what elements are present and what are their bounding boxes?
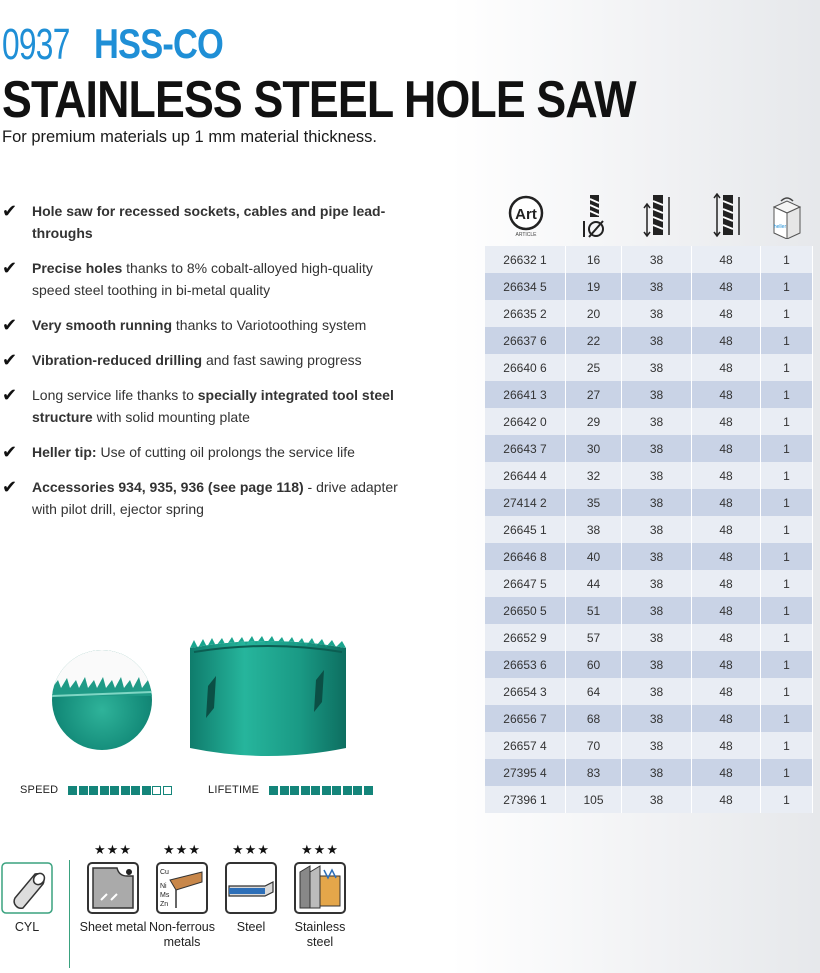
rating-square (353, 786, 362, 795)
rating-square (290, 786, 299, 795)
product-title: STAINLESS STEEL HOLE SAW (2, 71, 636, 129)
diameter-cell: 22 (566, 327, 622, 354)
diameter-cell: 57 (566, 624, 622, 651)
total-length-cell: 48 (692, 246, 761, 273)
quantity-cell: 1 (761, 246, 813, 273)
diameter-cell: 60 (566, 651, 622, 678)
rating-square (79, 786, 88, 795)
total-length-cell: 48 (692, 489, 761, 516)
spec-table (485, 186, 813, 813)
rating-square (100, 786, 109, 795)
material-label: CYL (14, 920, 40, 934)
diameter-cell: 30 (566, 435, 622, 462)
lifetime-label: LIFETIME (208, 784, 260, 796)
cutting-depth-cell: 38 (622, 570, 692, 597)
lifetime-rating (208, 784, 374, 796)
table-row (485, 786, 813, 813)
article-number-cell: 26640 6 (485, 354, 566, 381)
rating-square (322, 786, 331, 795)
quantity-cell: 1 (761, 354, 813, 381)
material-cyl (0, 842, 67, 935)
cutting-depth-cell: 38 (622, 381, 692, 408)
table-row (485, 516, 813, 543)
checkmark-icon: ✔ (2, 201, 18, 221)
rating-stars: ★★★ (232, 842, 270, 857)
svg-text:Cu: Cu (160, 869, 169, 876)
article-number-cell: 27396 1 (485, 786, 566, 813)
total-length-cell: 48 (692, 381, 761, 408)
diameter-cell: 16 (566, 246, 622, 273)
checkmark-icon: ✔ (2, 442, 18, 462)
diameter-cell: 35 (566, 489, 622, 516)
diameter-cell: 19 (566, 273, 622, 300)
article-number-cell: 27395 4 (485, 759, 566, 786)
feature-pre: Long service life thanks to (32, 387, 198, 403)
article-number-cell: 26643 7 (485, 435, 566, 462)
total-length-cell: 48 (692, 786, 761, 813)
product-subtitle: For premium materials up 1 mm material thickness. (2, 128, 378, 146)
table-row (485, 570, 813, 597)
diameter-cell: 51 (566, 597, 622, 624)
article-number-cell: 26657 4 (485, 732, 566, 759)
diameter-cell: 64 (566, 678, 622, 705)
material-label: Stainless steel (294, 920, 346, 949)
feature-bold: Vibration-reduced drilling (32, 352, 203, 368)
article-number-cell: 26653 6 (485, 651, 566, 678)
article-number-cell: 26647 5 (485, 570, 566, 597)
material-label: Non-ferrous metals (149, 920, 215, 949)
feature-item (0, 441, 410, 463)
rating-square (269, 786, 278, 795)
checkmark-icon: ✔ (2, 477, 18, 497)
total-length-icon (692, 186, 761, 246)
table-row (485, 273, 813, 300)
cutting-depth-cell: 38 (622, 408, 692, 435)
cutting-depth-cell: 38 (622, 354, 692, 381)
cutting-depth-cell: 38 (622, 273, 692, 300)
diameter-cell: 105 (566, 786, 622, 813)
rating-square (343, 786, 352, 795)
rating-square (131, 786, 140, 795)
rating-square (311, 786, 320, 795)
steel-icon (225, 862, 277, 914)
rating-square (68, 786, 77, 795)
feature-bold: Precise holes (32, 260, 123, 276)
material-label: Steel (236, 920, 266, 934)
quantity-cell: 1 (761, 759, 813, 786)
table-row (485, 462, 813, 489)
cutting-depth-cell: 38 (622, 543, 692, 570)
quantity-cell: 1 (761, 786, 813, 813)
rating-square (142, 786, 151, 795)
quantity-cell: 1 (761, 543, 813, 570)
speed-rating (20, 784, 173, 796)
rating-square (280, 786, 289, 795)
quantity-cell: 1 (761, 327, 813, 354)
diameter-cell: 27 (566, 381, 622, 408)
feature-item (0, 349, 410, 371)
material-non-ferrous (142, 842, 222, 950)
checkmark-icon: ✔ (2, 258, 18, 278)
quantity-cell: 1 (761, 678, 813, 705)
feature-text: - drive adapter with pilot drill, ejector spring (32, 479, 398, 517)
quantity-cell: 1 (761, 705, 813, 732)
total-length-cell: 48 (692, 759, 761, 786)
table-row (485, 246, 813, 273)
article-number-cell: 26644 4 (485, 462, 566, 489)
pack-label: heller (773, 224, 787, 230)
rating-square (364, 786, 373, 795)
total-length-cell: 48 (692, 732, 761, 759)
article-number-cell: 26656 7 (485, 705, 566, 732)
table-body (485, 246, 813, 813)
cutting-depth-cell: 38 (622, 732, 692, 759)
feature-text: thanks to 8% cobalt-alloyed high-quality speed steel toothing in bi-metal quality (32, 260, 373, 298)
rating-square (152, 786, 161, 795)
diameter-cell: 68 (566, 705, 622, 732)
total-length-cell: 48 (692, 354, 761, 381)
rating-stars: ★★★ (163, 842, 201, 857)
rating-square (301, 786, 310, 795)
package-quantity-icon (761, 186, 813, 246)
art-sublabel: ARTICLE (514, 232, 537, 238)
total-length-cell: 48 (692, 462, 761, 489)
cutting-depth-icon (622, 186, 692, 246)
quantity-cell: 1 (761, 381, 813, 408)
feature-item (0, 476, 410, 520)
checkmark-icon: ✔ (2, 385, 18, 405)
feature-text: with solid mounting plate (92, 409, 250, 425)
article-number-cell: 26641 3 (485, 381, 566, 408)
feature-item (0, 200, 410, 244)
checkmark-icon: ✔ (2, 350, 18, 370)
speed-label: SPEED (20, 784, 59, 796)
diameter-cell: 44 (566, 570, 622, 597)
diameter-cell: 83 (566, 759, 622, 786)
feature-text: and fast sawing progress (202, 352, 362, 368)
quantity-cell: 1 (761, 597, 813, 624)
article-number-cell: 26652 9 (485, 624, 566, 651)
table-row (485, 435, 813, 462)
total-length-cell: 48 (692, 597, 761, 624)
rating-square (332, 786, 341, 795)
divider (69, 860, 70, 968)
feature-list (0, 200, 410, 533)
table-row (485, 354, 813, 381)
product-code: HSS-CO (94, 20, 224, 67)
svg-text:Ni: Ni (160, 883, 167, 890)
article-number-cell: 26650 5 (485, 597, 566, 624)
rating-stars: ★★★ (301, 842, 339, 857)
total-length-cell: 48 (692, 678, 761, 705)
diameter-cell: 40 (566, 543, 622, 570)
table-row (485, 732, 813, 759)
material-label: Sheet metal (79, 920, 147, 934)
diameter-cell: 20 (566, 300, 622, 327)
article-number-cell: 26632 1 (485, 246, 566, 273)
diameter-cell: 29 (566, 408, 622, 435)
table-header (485, 186, 813, 246)
cutting-depth-cell: 38 (622, 327, 692, 354)
diameter-cell: 25 (566, 354, 622, 381)
material-stainless-steel (280, 842, 360, 950)
quantity-cell: 1 (761, 462, 813, 489)
svg-text:Ms: Ms (160, 892, 170, 899)
quantity-cell: 1 (761, 273, 813, 300)
feature-text: thanks to Variotoothing system (172, 317, 367, 333)
table-row (485, 543, 813, 570)
cylinder-icon (1, 862, 53, 914)
table-row (485, 300, 813, 327)
rating-square (89, 786, 98, 795)
article-number-cell: 26642 0 (485, 408, 566, 435)
quantity-cell: 1 (761, 570, 813, 597)
article-number-cell: 26634 5 (485, 273, 566, 300)
product-number: 0937 (2, 20, 70, 69)
cutting-depth-cell: 38 (622, 597, 692, 624)
table-row (485, 327, 813, 354)
material-steel (211, 842, 291, 935)
svg-text:Zn: Zn (160, 901, 169, 908)
rating-stars (0, 842, 67, 862)
checkmark-icon: ✔ (2, 315, 18, 335)
total-length-cell: 48 (692, 624, 761, 651)
feature-bold: Heller tip: (32, 444, 97, 460)
quantity-cell: 1 (761, 516, 813, 543)
article-number-cell: 26645 1 (485, 516, 566, 543)
total-length-cell: 48 (692, 273, 761, 300)
total-length-cell: 48 (692, 543, 761, 570)
feature-bold: Very smooth running (32, 317, 173, 333)
feature-text: Use of cutting oil prolongs the service life (96, 444, 355, 460)
rating-stars: ★★★ (94, 842, 132, 857)
diameter-cell: 70 (566, 732, 622, 759)
cutting-depth-cell: 38 (622, 516, 692, 543)
hole-saw-image (188, 636, 348, 766)
feature-item (0, 257, 410, 301)
quantity-cell: 1 (761, 435, 813, 462)
cutting-depth-cell: 38 (622, 435, 692, 462)
quantity-cell: 1 (761, 732, 813, 759)
product-heading (2, 20, 224, 69)
quantity-cell: 1 (761, 300, 813, 327)
table-row (485, 705, 813, 732)
cutting-depth-cell: 38 (622, 624, 692, 651)
cutting-depth-cell: 38 (622, 678, 692, 705)
tooth-detail-image (52, 650, 152, 750)
feature-bold: Hole saw for recessed sockets, cables and pipe lead-throughs (32, 203, 386, 241)
quantity-cell: 1 (761, 489, 813, 516)
quantity-cell: 1 (761, 624, 813, 651)
table-row (485, 624, 813, 651)
rating-square (110, 786, 119, 795)
article-number-cell: 26654 3 (485, 678, 566, 705)
art-label: Art (514, 206, 537, 223)
article-number-cell: 27414 2 (485, 489, 566, 516)
cutting-depth-cell: 38 (622, 489, 692, 516)
sheet-metal-icon (87, 862, 139, 914)
total-length-cell: 48 (692, 516, 761, 543)
table-row (485, 489, 813, 516)
rating-square (163, 786, 172, 795)
diameter-icon (566, 186, 622, 246)
total-length-cell: 48 (692, 705, 761, 732)
diameter-cell: 38 (566, 516, 622, 543)
total-length-cell: 48 (692, 435, 761, 462)
cutting-depth-cell: 38 (622, 705, 692, 732)
table-row (485, 678, 813, 705)
feature-item (0, 314, 410, 336)
table-row (485, 597, 813, 624)
cutting-depth-cell: 38 (622, 759, 692, 786)
article-number-icon (485, 186, 566, 246)
cutting-depth-cell: 38 (622, 651, 692, 678)
cutting-depth-cell: 38 (622, 786, 692, 813)
feature-bold: specially integrated tool steel structure (32, 387, 394, 425)
article-number-cell: 26646 8 (485, 543, 566, 570)
non-ferrous-metals-icon (156, 862, 208, 914)
total-length-cell: 48 (692, 300, 761, 327)
diameter-cell: 32 (566, 462, 622, 489)
total-length-cell: 48 (692, 570, 761, 597)
total-length-cell: 48 (692, 408, 761, 435)
total-length-cell: 48 (692, 651, 761, 678)
quantity-cell: 1 (761, 408, 813, 435)
stainless-steel-icon (294, 862, 346, 914)
cutting-depth-cell: 38 (622, 246, 692, 273)
quantity-cell: 1 (761, 651, 813, 678)
cutting-depth-cell: 38 (622, 462, 692, 489)
table-row (485, 759, 813, 786)
table-row (485, 651, 813, 678)
feature-bold: Accessories 934, 935, 936 (see page 118) (32, 479, 304, 495)
total-length-cell: 48 (692, 327, 761, 354)
feature-item (0, 384, 410, 428)
rating-square (121, 786, 130, 795)
material-sheet-metal (73, 842, 153, 935)
cutting-depth-cell: 38 (622, 300, 692, 327)
table-row (485, 408, 813, 435)
article-number-cell: 26637 6 (485, 327, 566, 354)
article-number-cell: 26635 2 (485, 300, 566, 327)
table-row (485, 381, 813, 408)
